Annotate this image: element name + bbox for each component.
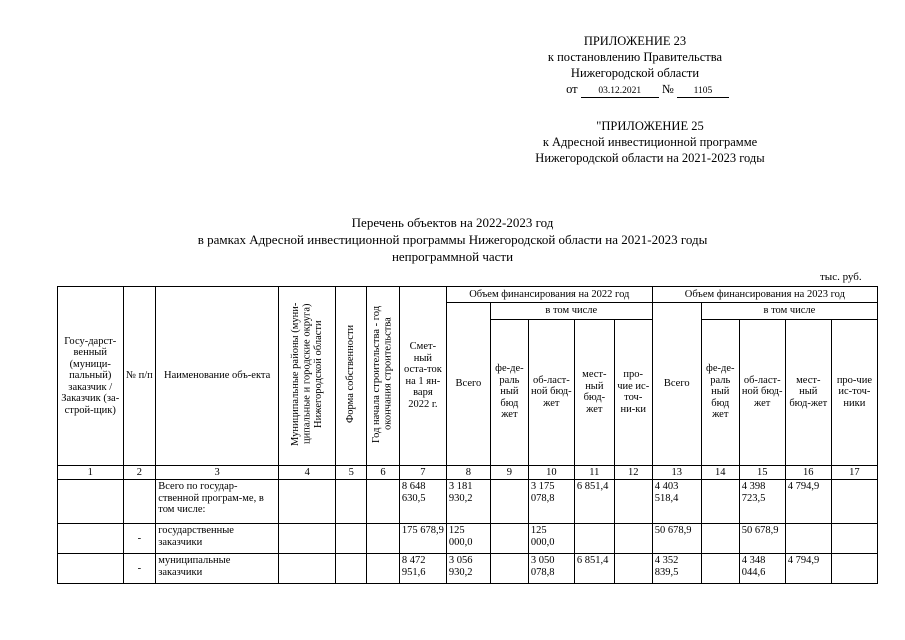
col-number: 17 bbox=[831, 465, 877, 480]
doc-title-line3: непрограммной части bbox=[391, 249, 514, 264]
header-other-2022: про-чие ис-точ-ни-ки bbox=[614, 319, 652, 465]
cell-balance: 8 648 630,5 bbox=[399, 480, 446, 524]
cell-local-2023: 4 794,9 bbox=[785, 554, 831, 584]
cell-num: - bbox=[123, 554, 156, 584]
cell-other-2022 bbox=[614, 554, 652, 584]
cell-other-2022 bbox=[614, 524, 652, 554]
col-number: 6 bbox=[367, 465, 400, 480]
header-local-2023: мест-ный бюд-жет bbox=[785, 319, 831, 465]
cell-num bbox=[123, 480, 156, 524]
cell-ownership bbox=[336, 480, 367, 524]
header-federal-2022: фе-де-раль ный бюд жет bbox=[490, 319, 528, 465]
cell-years bbox=[367, 480, 400, 524]
cell-local-2022: 6 851,4 bbox=[574, 480, 614, 524]
cell-regional-2023: 4 348 044,6 bbox=[739, 554, 785, 584]
header-regional-2023: об-ласт-ной бюд-жет bbox=[739, 319, 785, 465]
col-number: 3 bbox=[156, 465, 279, 480]
column-numbers-row bbox=[58, 465, 878, 480]
appendix-number: 1105 bbox=[677, 86, 729, 98]
cell-federal-2023 bbox=[701, 554, 739, 584]
cell-federal-2023 bbox=[701, 480, 739, 524]
cell-federal-2023 bbox=[701, 524, 739, 554]
appendix25-line2: Нижегородской области на 2021-2023 годы bbox=[535, 151, 765, 165]
col-number: 9 bbox=[490, 465, 528, 480]
col-number: 14 bbox=[701, 465, 739, 480]
col-number: 16 bbox=[785, 465, 831, 480]
cell-total-2022: 125 000,0 bbox=[446, 524, 490, 554]
appendix-date: 03.12.2021 bbox=[581, 86, 659, 98]
col-number: 11 bbox=[574, 465, 614, 480]
cell-name: государственные заказчики bbox=[156, 524, 279, 554]
header-num: № п/п bbox=[123, 287, 156, 466]
header-customer: Госу-дарст-венный (муници-пальный) заказчик / Заказчик (за-строй-щик) bbox=[58, 287, 124, 466]
cell-other-2023 bbox=[831, 524, 877, 554]
header-ownership: Форма собственности bbox=[336, 287, 367, 466]
doc-title-line1: Перечень объектов на 2022-2023 год bbox=[351, 215, 554, 230]
cell-local-2022: 6 851,4 bbox=[574, 554, 614, 584]
cell-local-2023: 4 794,9 bbox=[785, 480, 831, 524]
col-number: 8 bbox=[446, 465, 490, 480]
cell-other-2023 bbox=[831, 554, 877, 584]
header-fin2023: Объем финансирования на 2023 год bbox=[652, 287, 877, 303]
header-other-2023: про-чие ис-точ-ники bbox=[831, 319, 877, 465]
cell-customer bbox=[58, 480, 124, 524]
from-label: от bbox=[566, 82, 578, 96]
cell-total-2022: 3 181 930,2 bbox=[446, 480, 490, 524]
col-number: 4 bbox=[279, 465, 336, 480]
cell-customer bbox=[58, 554, 124, 584]
cell-ownership bbox=[336, 554, 367, 584]
appendix-line1: к постановлению Правительства bbox=[547, 50, 723, 64]
header-incl-2022: в том числе bbox=[490, 303, 652, 320]
objects-table bbox=[57, 286, 878, 584]
units-label: тыс. руб. bbox=[820, 271, 862, 283]
cell-total-2022: 3 056 930,2 bbox=[446, 554, 490, 584]
cell-ownership bbox=[336, 524, 367, 554]
col-number: 13 bbox=[652, 465, 701, 480]
header-federal-2023: фе-де-раль ный бюд жет bbox=[701, 319, 739, 465]
cell-federal-2022 bbox=[490, 480, 528, 524]
header-years: Год начала строительства - год окончания строительства bbox=[367, 287, 400, 466]
header-local-2022: мест-ный бюд-жет bbox=[574, 319, 614, 465]
cell-district bbox=[279, 524, 336, 554]
cell-federal-2022 bbox=[490, 524, 528, 554]
cell-years bbox=[367, 524, 400, 554]
col-number: 15 bbox=[739, 465, 785, 480]
doc-title-line2: в рамках Адресной инвестиционной программы Нижегородской области на 2021-2023 годы bbox=[197, 232, 708, 247]
appendix-title: ПРИЛОЖЕНИЕ 23 bbox=[583, 34, 687, 48]
cell-customer bbox=[58, 524, 124, 554]
table-row bbox=[58, 554, 878, 584]
cell-regional-2023: 4 398 723,5 bbox=[739, 480, 785, 524]
col-number: 2 bbox=[123, 465, 156, 480]
cell-district bbox=[279, 480, 336, 524]
cell-total-2023: 50 678,9 bbox=[652, 524, 701, 554]
header-total-2023: Всего bbox=[652, 303, 701, 466]
header-total-2022: Всего bbox=[446, 303, 490, 466]
cell-total-2023: 4 352 839,5 bbox=[652, 554, 701, 584]
cell-other-2022 bbox=[614, 480, 652, 524]
cell-name: Всего по государ-ственной програм-ме, в том числе: bbox=[156, 480, 279, 524]
header-fin2022: Объем финансирования на 2022 год bbox=[446, 287, 652, 303]
cell-federal-2022 bbox=[490, 554, 528, 584]
cell-local-2023 bbox=[785, 524, 831, 554]
cell-balance: 8 472 951,6 bbox=[399, 554, 446, 584]
cell-total-2023: 4 403 518,4 bbox=[652, 480, 701, 524]
col-number: 7 bbox=[399, 465, 446, 480]
appendix-date-line bbox=[495, 81, 800, 98]
cell-regional-2022: 125 000,0 bbox=[528, 524, 574, 554]
header-balance: Смет-ный оста-ток на 1 ян-варя 2022 г. bbox=[399, 287, 446, 466]
cell-district bbox=[279, 554, 336, 584]
col-number: 12 bbox=[614, 465, 652, 480]
cell-num: - bbox=[123, 524, 156, 554]
cell-regional-2022: 3 175 078,8 bbox=[528, 480, 574, 524]
appendix25-title: "ПРИЛОЖЕНИЕ 25 bbox=[596, 119, 704, 133]
cell-local-2022 bbox=[574, 524, 614, 554]
cell-regional-2023: 50 678,9 bbox=[739, 524, 785, 554]
cell-other-2023 bbox=[831, 480, 877, 524]
table-row bbox=[58, 524, 878, 554]
appendix25-line1: к Адресной инвестиционной программе bbox=[542, 135, 758, 149]
header-districts: Муниципальные районы (муни-ципальные и городские округа) Нижегородской области bbox=[279, 287, 336, 466]
appendix-line2: Нижегородской области bbox=[570, 66, 700, 80]
col-number: 10 bbox=[528, 465, 574, 480]
cell-regional-2022: 3 050 078,8 bbox=[528, 554, 574, 584]
table-row bbox=[58, 480, 878, 524]
cell-years bbox=[367, 554, 400, 584]
header-incl-2023: в том числе bbox=[701, 303, 877, 320]
col-number: 1 bbox=[58, 465, 124, 480]
number-label: № bbox=[661, 82, 674, 96]
header-name: Наименование объ-екта bbox=[156, 287, 279, 466]
cell-name: муниципальные заказчики bbox=[156, 554, 279, 584]
col-number: 5 bbox=[336, 465, 367, 480]
header-regional-2022: об-ласт-ной бюд-жет bbox=[528, 319, 574, 465]
cell-balance: 175 678,9 bbox=[399, 524, 446, 554]
